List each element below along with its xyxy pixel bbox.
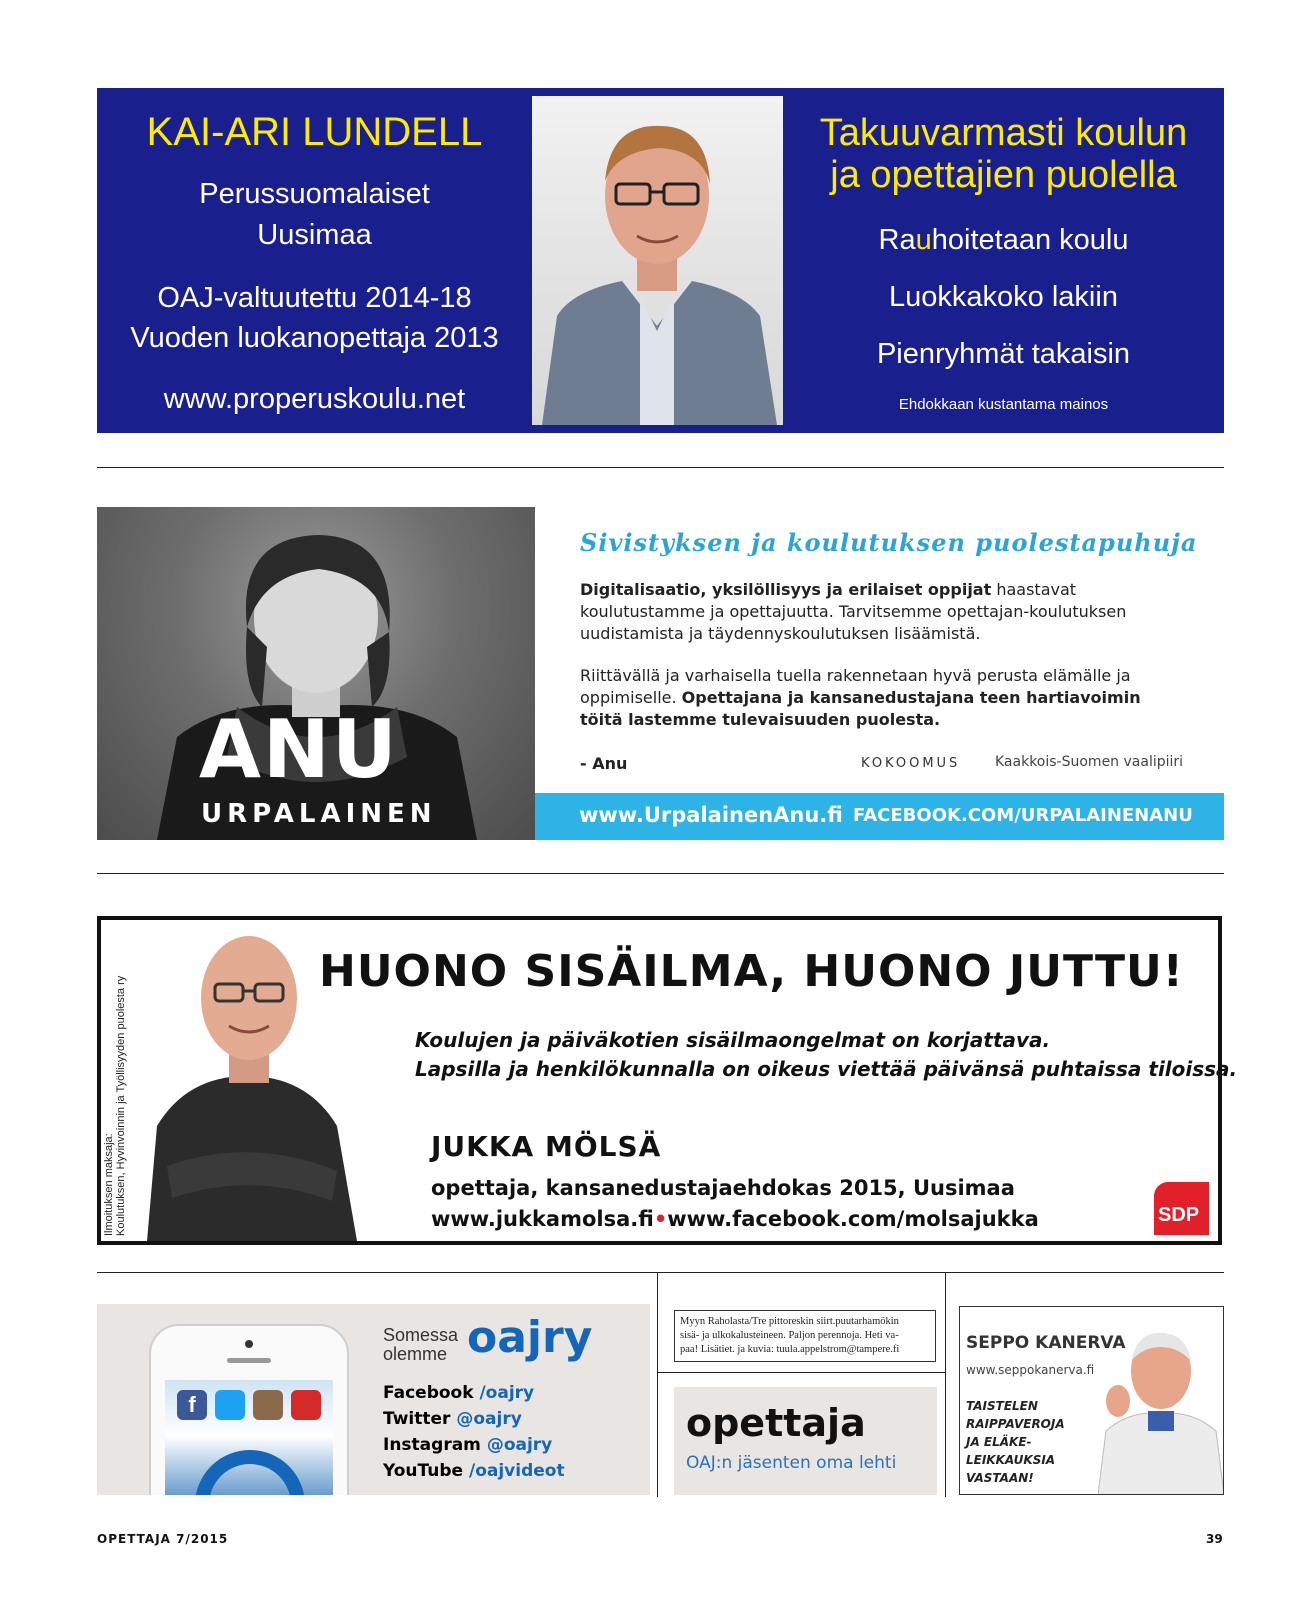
paragraph-2: Riittävällä ja varhaisella tuella rakennetaan hyvä perusta elämälle ja oppimiselle. Opettajana ja kansanedustajana teen hartiavoimin töitä lastemme tulevaisuuden puolesta. bbox=[580, 666, 1141, 729]
ad-kai-ari-lundell bbox=[97, 88, 1224, 433]
footer-page-number: 39 bbox=[1206, 1532, 1223, 1546]
olemme-label: olemme bbox=[383, 1344, 448, 1364]
footnote: Ehdokkaan kustantama mainos bbox=[898, 396, 1109, 413]
paragraph-1: Digitalisaatio, yksilöllisyys ja erilaiset oppijat haastavat koulutustamme ja opettajuutta. Tarvitsemme opettajan-koulutuksen uudistamista ja täydennyskoulutuksen lisäämistä. bbox=[580, 580, 1127, 643]
social-link-instagram[interactable]: Instagram @oajry bbox=[383, 1435, 553, 1455]
opettaja-tagline: OAJ:n jäsenten oma lehti bbox=[686, 1453, 897, 1473]
social-links bbox=[383, 1380, 565, 1484]
candidate-last-name: URPALAINEN bbox=[201, 799, 437, 829]
headline: HUONO SISÄILMA, HUONO JUTTU! bbox=[319, 946, 1184, 997]
candidate-first-name: ANU bbox=[199, 703, 399, 796]
district: Kaakkois-Suomen vaalipiiri bbox=[995, 754, 1184, 770]
oaj-logo-icon bbox=[195, 1450, 305, 1495]
divider-vertical-1 bbox=[657, 1272, 658, 1497]
facebook-link[interactable]: FACEBOOK.COM/URPALAINENANU bbox=[853, 805, 1193, 826]
phone-screen bbox=[165, 1380, 333, 1495]
somessa-label: Somessa bbox=[383, 1325, 459, 1345]
phone-camera bbox=[245, 1340, 253, 1348]
facebook-link[interactable]: www.facebook.com/molsajukka bbox=[667, 1207, 1039, 1231]
party-name: KOKOOMUS bbox=[861, 756, 961, 771]
social-link-facebook[interactable]: Facebook /oajry bbox=[383, 1383, 535, 1403]
credential-2: Vuoden luokanopettaja 2013 bbox=[130, 322, 499, 354]
footer-magazine-issue: OPETTAJA 7/2015 bbox=[97, 1532, 229, 1546]
link-bar bbox=[535, 793, 1224, 840]
divider-horizontal-small bbox=[658, 1372, 945, 1373]
website: www.properuskoulu.net bbox=[163, 383, 466, 415]
instagram-icon bbox=[253, 1390, 283, 1420]
headline: Sivistyksen ja koulutuksen puolestapuhuja bbox=[580, 528, 1198, 557]
phone-illustration bbox=[149, 1324, 349, 1495]
candidate-photo bbox=[97, 507, 535, 840]
party: Perussuomalaiset bbox=[199, 178, 430, 210]
ad-jukka-molsa bbox=[97, 916, 1238, 1245]
point-3: Pienryhmät takaisin bbox=[876, 338, 1131, 370]
point-2: Luokkakoko lakiin bbox=[889, 281, 1118, 313]
slogan: TAISTELEN RAIPPAVEROJA JA ELÄKE- LEIKKAUKSIA VASTAAN! bbox=[966, 1399, 1065, 1485]
ad-oaj-social bbox=[97, 1304, 650, 1495]
social-link-twitter[interactable]: Twitter @oajry bbox=[383, 1409, 522, 1429]
ad-seppo-kanerva bbox=[959, 1306, 1224, 1495]
credential-1: OAJ-valtuutettu 2014-18 bbox=[157, 282, 472, 314]
ad-anu-urpalainen bbox=[97, 507, 1224, 840]
candidate-photo bbox=[532, 96, 783, 425]
slogan-line-2: ja opettajien puolella bbox=[830, 154, 1177, 196]
point-1: Rauhoitetaan koulu bbox=[878, 224, 1129, 256]
social-link-youtube[interactable]: YouTube /oajvideot bbox=[383, 1461, 565, 1481]
website-link[interactable]: www.jukkamolsa.fi bbox=[431, 1207, 654, 1231]
twitter-icon bbox=[215, 1390, 245, 1420]
region: Uusimaa bbox=[257, 219, 372, 251]
candidate-links bbox=[431, 1207, 1039, 1231]
website[interactable]: www.seppokanerva.fi bbox=[966, 1363, 1095, 1377]
subline-1: Koulujen ja päiväkotien sisäilmaongelmat on korjattava. bbox=[415, 1028, 1051, 1052]
slogan-line-1: Takuuvarmasti koulun bbox=[819, 112, 1188, 154]
sdp-logo: SDP bbox=[1154, 1182, 1209, 1235]
website-link[interactable]: www.UrpalainenAnu.fi bbox=[579, 803, 843, 827]
candidate-name: KAI-ARI LUNDELL bbox=[146, 110, 483, 154]
subline-2: Lapsilla ja henkilökunnalla on oikeus viettää päivänsä puhtaissa tiloissa. bbox=[415, 1057, 1238, 1081]
candidate-name: SEPPO KANERVA bbox=[966, 1333, 1126, 1353]
divider-vertical-2 bbox=[945, 1272, 946, 1497]
phone-speaker bbox=[227, 1358, 271, 1363]
divider-1 bbox=[97, 467, 1224, 468]
signature: - Anu bbox=[580, 754, 628, 773]
opettaja-magazine-ad bbox=[674, 1387, 937, 1495]
divider-3 bbox=[97, 1272, 1224, 1273]
youtube-icon bbox=[291, 1390, 321, 1420]
oajry-brand: oajry bbox=[467, 1312, 593, 1363]
facebook-icon: f bbox=[177, 1390, 207, 1420]
candidate-name: JUKKA MÖLSÄ bbox=[431, 1130, 662, 1163]
opettaja-logo: opettaja bbox=[686, 1401, 866, 1445]
payer-note: Ilmoituksen maksaja: Koulutuksen, Hyvinvoinnin ja Työllisyyden puolesta ry bbox=[103, 975, 127, 1236]
separator: • bbox=[653, 1207, 668, 1231]
divider-2 bbox=[97, 873, 1224, 874]
candidate-role: opettaja, kansanedustajaehdokas 2015, Uusimaa bbox=[431, 1176, 1015, 1200]
classified-ad: Myyn Raholasta/Tre pittoreskin siirt.puutarhamökin sisä- ja ulkokalusteineen. Paljon perennoja. Heti va- paa! Lisätiet. ja kuvia: tuula.appelstrom@tampere.fi bbox=[674, 1310, 936, 1362]
